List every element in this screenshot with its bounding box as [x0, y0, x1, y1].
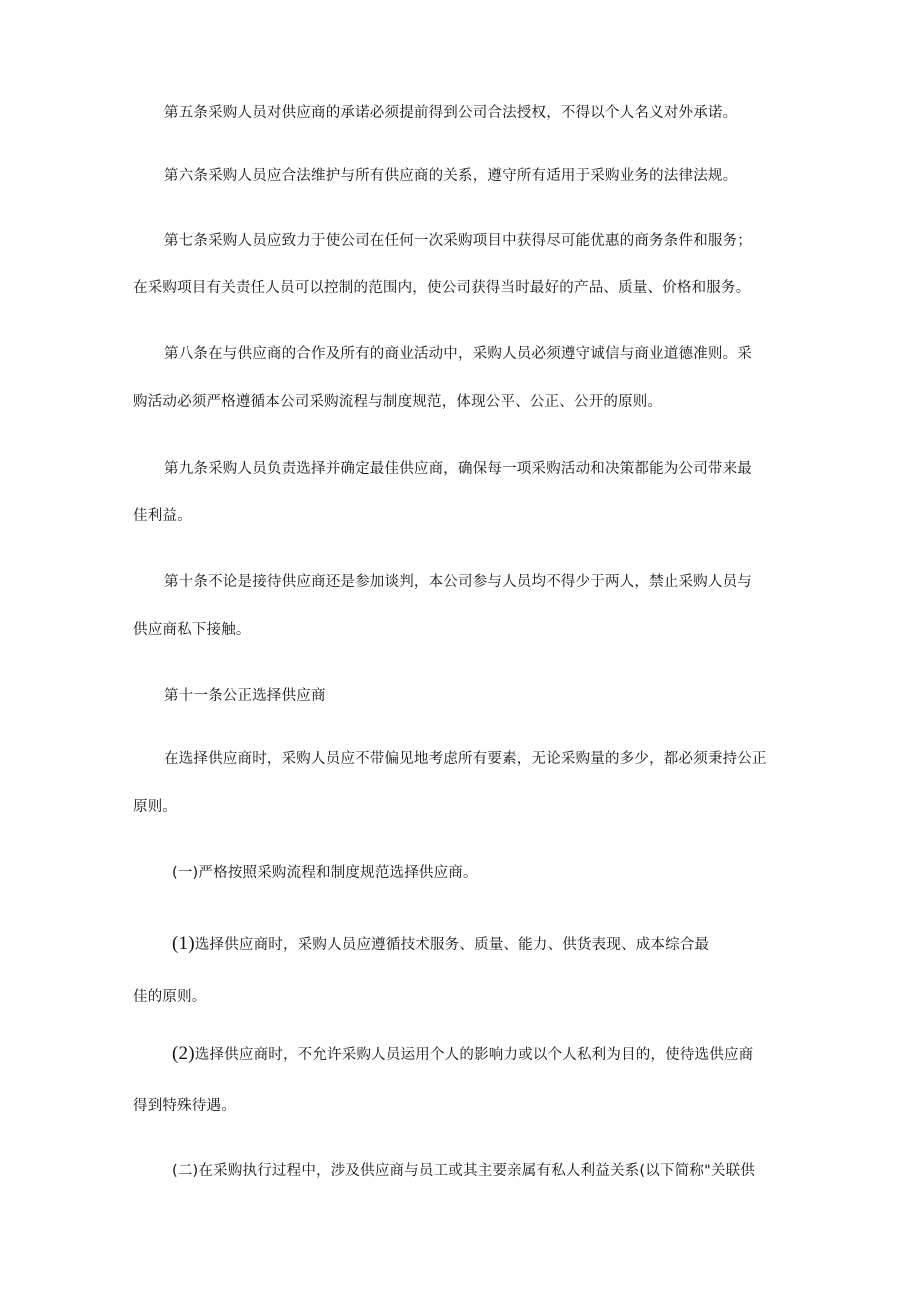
clause-1-heading: (一)严格按照采购流程和制度规范选择供应商。: [172, 865, 478, 881]
article-8-line-1: 第八条在与供应商的合作及所有的商业活动中，采购人员必须遵守诚信与商业道德准则。采: [164, 346, 752, 362]
article-5-line: 第五条采购人员对供应商的承诺必须提前得到公司合法授权，不得以个人名义对外承诺。: [164, 105, 738, 121]
article-11-heading: 第十一条公正选择供应商: [164, 688, 326, 704]
article-10-line-1: 第十条不论是接待供应商还是参加谈判，本公司参与人员均不得少于两人，禁止采购人员与: [164, 574, 752, 590]
article-6-line: 第六条采购人员应合法维护与所有供应商的关系，遵守所有适用于采购业务的法律法规。: [164, 168, 738, 184]
item-2-text: 选择供应商时，不允许采购人员运用个人的影响力或以个人私利为目的，使待选供应商: [194, 1047, 754, 1063]
item-1-line-1: [172, 934, 709, 955]
article-9-line-1: 第九条采购人员负责选择并确定最佳供应商，确保每一项采购活动和决策都能为公司带来最: [164, 461, 752, 477]
article-8-line-2: 购活动必须严格遵循本公司采购流程与制度规范，体现公平、公正、公开的原则。: [133, 394, 663, 410]
clause-2-heading: (二)在采购执行过程中，涉及供应商与员工或其主要亲属有私人利益关系(以下简称"关联供: [172, 1163, 756, 1179]
article-7-line-2: 在采购项目有关责任人员可以控制的范围内，使公司获得当时最好的产品、质量、价格和服务。: [133, 280, 751, 296]
item-2-line-1: [172, 1044, 753, 1065]
item-2-number: (2): [172, 1043, 195, 1064]
article-10-line-2: 供应商私下接触。: [133, 622, 251, 638]
article-11-para-line-2: 原则。: [133, 799, 178, 815]
article-11-para-line-1: 在选择供应商时，采购人员应不带偏见地考虑所有要素，无论采购量的多少，都必须秉持公正: [164, 751, 767, 767]
article-7-line-1: 第七条采购人员应致力于使公司在任何一次采购项目中获得尽可能优惠的商务条件和服务；: [164, 233, 752, 249]
article-9-line-2: 佳利益。: [133, 508, 192, 524]
item-1-line-2: 佳的原则。: [133, 989, 207, 1005]
item-1-number: (1): [172, 933, 195, 954]
item-2-line-2: 得到特殊待遇。: [133, 1098, 236, 1114]
item-1-text: 选择供应商时，采购人员应遵循技术服务、质量、能力、供货表现、成本综合最: [194, 937, 710, 953]
